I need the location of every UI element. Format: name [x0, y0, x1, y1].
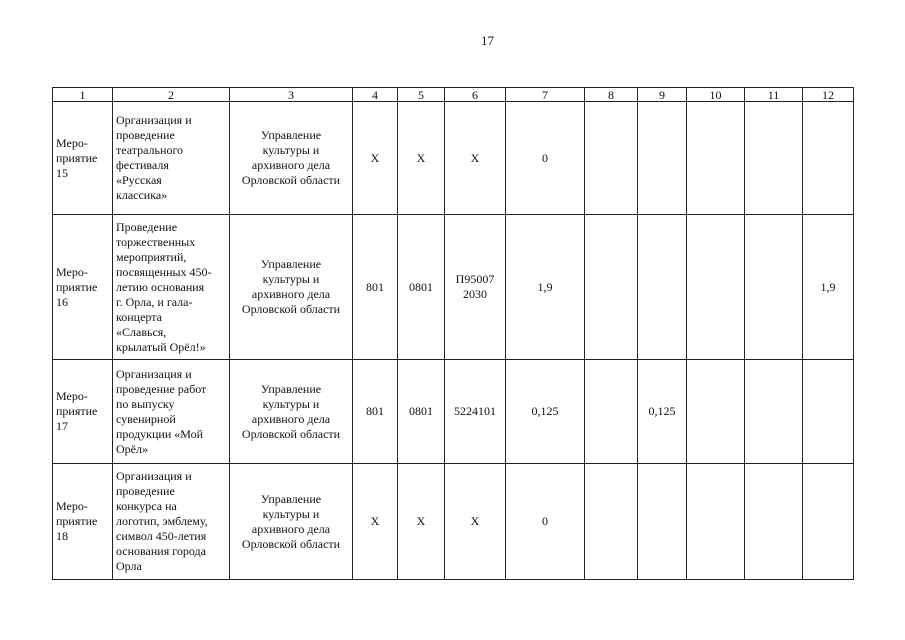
column-header: 10 [687, 88, 745, 102]
column-header: 7 [506, 88, 585, 102]
value-cell [585, 215, 638, 360]
value-cell [803, 464, 854, 580]
table-row [53, 215, 854, 360]
measure-name-cell: Организация и проведение театрального фестиваля «Русская классика» [113, 102, 230, 215]
column-header: 3 [230, 88, 353, 102]
value-cell [638, 464, 687, 580]
value-cell [745, 102, 803, 215]
grbs-cell: Х [353, 102, 398, 215]
measure-name-cell: Проведение торжественных мероприятий, посвященных 450- летию основания г. Орла, и гала- концерта «Славься, крылатый Орёл!» [113, 215, 230, 360]
column-header: 11 [745, 88, 803, 102]
rzpr-cell: 0801 [398, 360, 445, 464]
csr-cell: Х [445, 464, 506, 580]
value-cell: 0,125 [638, 360, 687, 464]
grbs-cell: 801 [353, 215, 398, 360]
value-cell [585, 464, 638, 580]
rzpr-cell: 0801 [398, 215, 445, 360]
responsible-cell: Управление культуры и архивного дела Орловской области [230, 215, 353, 360]
rzpr-cell: Х [398, 102, 445, 215]
column-header: 9 [638, 88, 687, 102]
page-number: 17 [481, 33, 494, 48]
column-header: 5 [398, 88, 445, 102]
value-cell [585, 102, 638, 215]
value-cell [803, 360, 854, 464]
value-cell: 1,9 [803, 215, 854, 360]
value-cell [687, 102, 745, 215]
total-cell: 0,125 [506, 360, 585, 464]
measure-number-cell: Меро- приятие 15 [53, 102, 113, 215]
responsible-cell: Управление культуры и архивного дела Орловской области [230, 102, 353, 215]
value-cell [638, 215, 687, 360]
measure-number-cell: Меро- приятие 17 [53, 360, 113, 464]
column-header: 1 [53, 88, 113, 102]
value-cell [745, 215, 803, 360]
column-header: 4 [353, 88, 398, 102]
measure-name-cell: Организация и проведение работ по выпуску сувенирной продукции «Мой Орёл» [113, 360, 230, 464]
total-cell: 0 [506, 464, 585, 580]
total-cell: 0 [506, 102, 585, 215]
csr-cell: Х [445, 102, 506, 215]
responsible-cell: Управление культуры и архивного дела Орловской области [230, 360, 353, 464]
table-row [53, 102, 854, 215]
column-header: 2 [113, 88, 230, 102]
column-number-row [53, 88, 854, 102]
value-cell [687, 464, 745, 580]
value-cell [687, 360, 745, 464]
csr-cell: П95007 2030 [445, 215, 506, 360]
csr-cell: 5224101 [445, 360, 506, 464]
value-cell [803, 102, 854, 215]
column-header: 6 [445, 88, 506, 102]
table-row [53, 464, 854, 580]
value-cell [638, 102, 687, 215]
value-cell [585, 360, 638, 464]
total-cell: 1,9 [506, 215, 585, 360]
grbs-cell: 801 [353, 360, 398, 464]
measure-number-cell: Меро- приятие 18 [53, 464, 113, 580]
column-header: 12 [803, 88, 854, 102]
column-header: 8 [585, 88, 638, 102]
rzpr-cell: Х [398, 464, 445, 580]
measure-name-cell: Организация и проведение конкурса на логотип, эмблему, символ 450-летия основания города Орла [113, 464, 230, 580]
value-cell [687, 215, 745, 360]
responsible-cell: Управление культуры и архивного дела Орловской области [230, 464, 353, 580]
table-row [53, 360, 854, 464]
value-cell [745, 464, 803, 580]
value-cell [745, 360, 803, 464]
grbs-cell: Х [353, 464, 398, 580]
measures-table [52, 87, 854, 580]
measure-number-cell: Меро- приятие 16 [53, 215, 113, 360]
